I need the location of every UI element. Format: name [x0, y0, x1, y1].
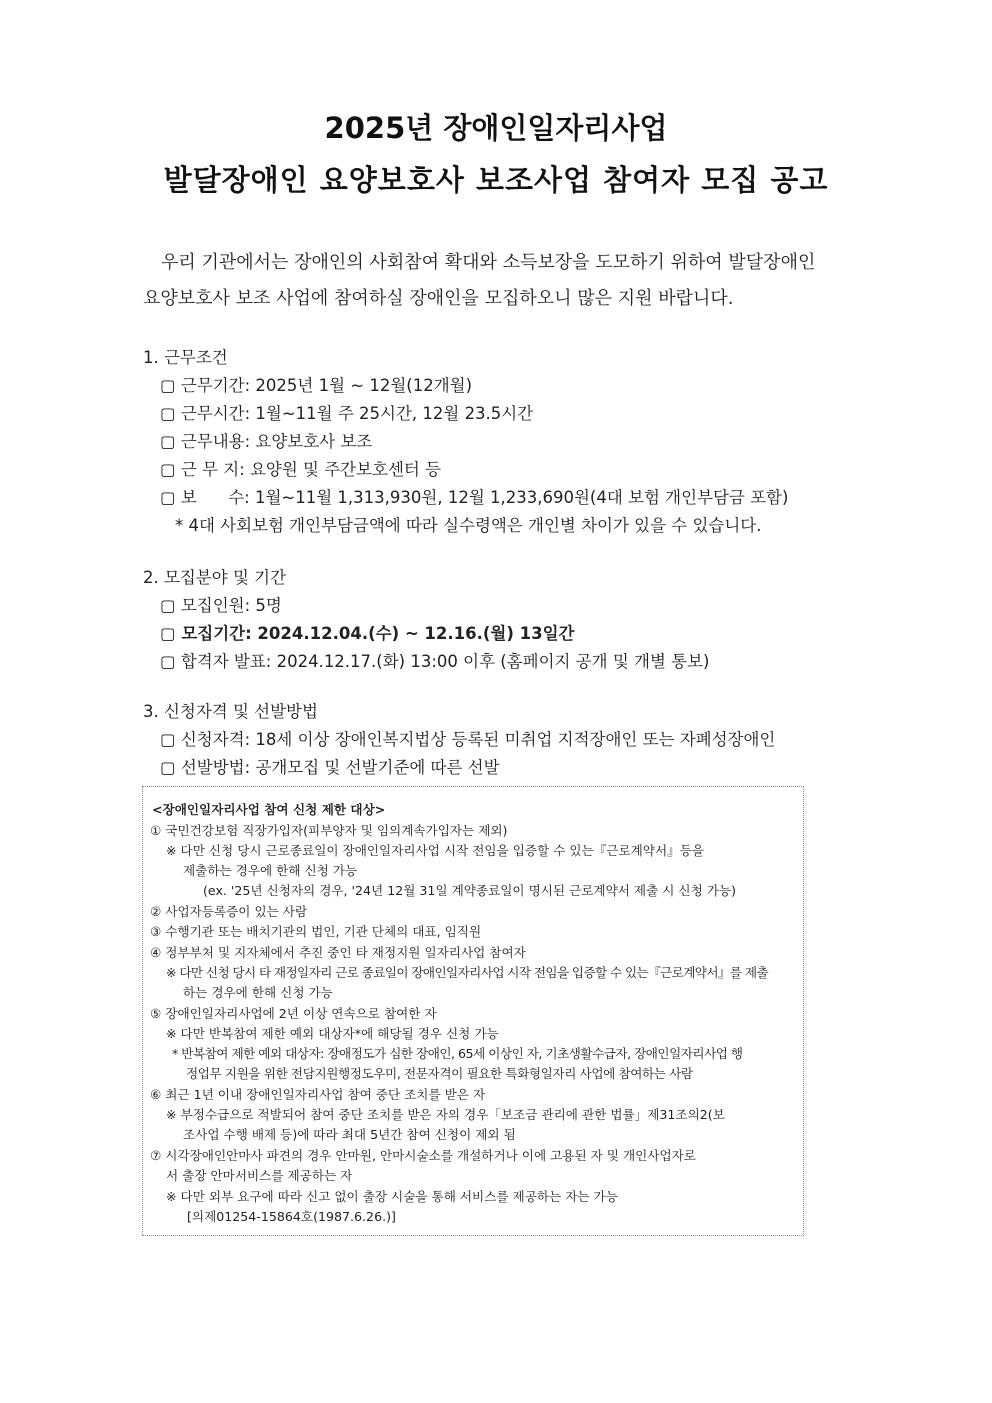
- notice-title-line1: 2025년 장애인일자리사업: [324, 111, 668, 145]
- intro-line1: 우리 기관에서는 장애인의 사회참여 확대와 소득보장을 도모하기 위하여 발달장애인: [161, 252, 816, 273]
- section2-item-announcement: ▢ 합격자 발표: 2024.12.17.(화) 13:00 이후 (홈페이지 공개 및 개별 통보): [160, 652, 710, 671]
- restriction-line: ⑥ 최근 1년 이내 장애인일자리사업 참여 중단 조치를 받은 자: [150, 1087, 486, 1102]
- restriction-title: <장애인일자리사업 참여 신청 제한 대상>: [152, 802, 386, 817]
- restriction-line: ⑦ 시각장애인안마사 파견의 경우 안마원, 안마시술소를 개설하거나 이에 고용된 자 및 개인사업자로: [150, 1148, 696, 1163]
- restriction-line: 정업무 지원을 위한 전담지원행정도우미, 전문자격이 필요한 특화형일자리 사업에 참여하는 사람: [186, 1066, 693, 1081]
- restriction-line: ④ 정부부처 및 지자체에서 추진 중인 타 재정지원 일자리사업 참여자: [150, 945, 526, 960]
- section1-item-period: ▢ 근무기간: 2025년 1월 ~ 12월(12개월): [160, 376, 473, 395]
- restriction-line: ① 국민건강보험 직장가입자(피부양자 및 임의계속가입자는 제외): [150, 823, 508, 838]
- restriction-line: 조사업 수행 배제 등)에 따라 최대 5년간 참여 신청이 제외 됨: [183, 1127, 516, 1142]
- restriction-line: [의제01254-15864호(1987.6.26.)]: [187, 1209, 396, 1224]
- restriction-line: ※ 다만 신청 당시 타 재정일자리 근로 종료일이 장애인일자리사업 시작 전임을 입증할 수 있는『근로계약서』를 제출: [166, 965, 769, 980]
- restriction-line: ③ 수행기관 또는 배치기관의 법인, 기관 단체의 대표, 임직원: [150, 924, 482, 939]
- restriction-line: ※ 다만 반복참여 제한 예외 대상자*에 해당될 경우 신청 가능: [166, 1026, 499, 1041]
- restriction-line: ※ 다만 외부 요구에 따라 신고 없이 출장 시술을 통해 서비스를 제공하는 자는 가능: [166, 1189, 618, 1204]
- section1-item-hours: ▢ 근무시간: 1월~11월 주 25시간, 12월 23.5시간: [160, 404, 534, 423]
- restriction-line: 제출하는 경우에 한해 신청 가능: [183, 863, 358, 878]
- restriction-line: ② 사업자등록증이 있는 사람: [150, 904, 308, 919]
- section2-item-count: ▢ 모집인원: 5명: [160, 596, 282, 615]
- section1-item-pay: ▢ 보 수: 1월~11월 1,313,930원, 12월 1,233,690원(4대 보험 개인부담금 포함): [160, 488, 789, 507]
- restriction-line: ※ 다만 신청 당시 근로종료일이 장애인일자리사업 시작 전임을 입증할 수 있는『근로계약서』등을: [166, 843, 705, 858]
- section2-heading: 2. 모집분야 및 기간: [143, 568, 287, 587]
- restriction-line: * 반복참여 제한 예외 대상자: 장애정도가 심한 장애인, 65세 이상인 자, 기초생활수급자, 장애인일자리사업 행: [172, 1046, 743, 1061]
- section1-note: * 4대 사회보험 개인부담금액에 따라 실수령액은 개인별 차이가 있을 수 있습니다.: [175, 516, 762, 535]
- notice-title-line2: 발달장애인 요양보호사 보조사업 참여자 모집 공고: [163, 163, 829, 197]
- section1-item-location: ▢ 근 무 지: 요양원 및 주간보호센터 등: [160, 460, 442, 479]
- section3-item-selection: ▢ 선발방법: 공개모집 및 선발기준에 따른 선발: [160, 758, 500, 777]
- section3-heading: 3. 신청자격 및 선발방법: [143, 702, 318, 721]
- restriction-line: 서 출장 안마서비스를 제공하는 자: [166, 1168, 353, 1183]
- section2-item-period: ▢ 모집기간: 2024.12.04.(수) ~ 12.16.(월) 13일간: [160, 624, 575, 643]
- restriction-line: 하는 경우에 한해 신청 가능: [183, 985, 333, 1000]
- restriction-line: ※ 부정수급으로 적발되어 참여 중단 조치를 받은 자의 경우「보조금 관리에 관한 법률」제31조의2(보: [166, 1107, 725, 1122]
- intro-line2: 요양보호사 보조 사업에 참여하실 장애인을 모집하오니 많은 지원 바랍니다.: [143, 288, 734, 309]
- section3-item-eligibility: ▢ 신청자격: 18세 이상 장애인복지법상 등록된 미취업 지적장애인 또는 자폐성장애인: [160, 730, 776, 749]
- restriction-line: ⑤ 장애인일자리사업에 2년 이상 연속으로 참여한 자: [150, 1006, 437, 1021]
- restriction-line: (ex. '25년 신청자의 경우, '24년 12월 31일 계약종료일이 명시된 근로계약서 제출 시 신청 가능): [203, 883, 737, 898]
- section1-item-duty: ▢ 근무내용: 요양보호사 보조: [160, 432, 373, 451]
- section1-heading: 1. 근무조건: [143, 348, 228, 367]
